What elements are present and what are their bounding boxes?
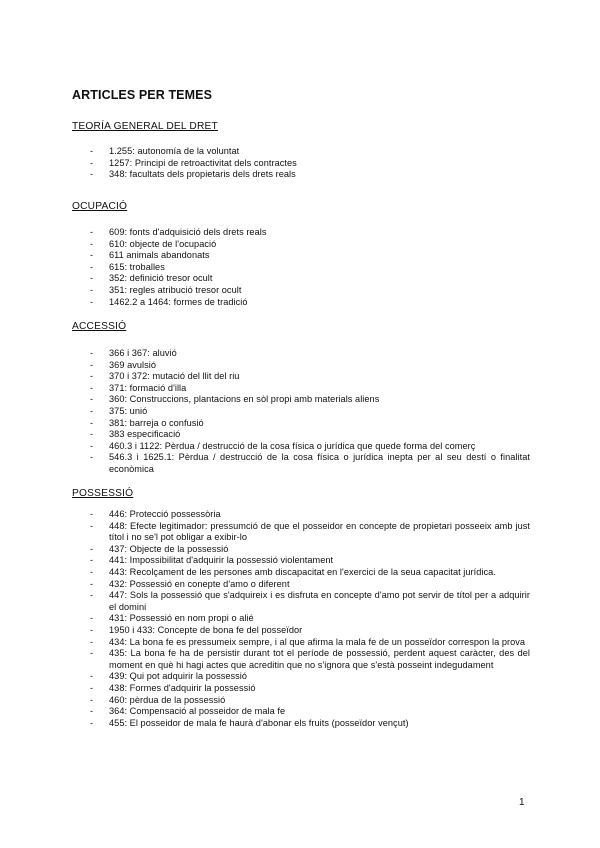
bullet-dash: - [90, 273, 94, 284]
list-item [72, 383, 530, 395]
list-item-text: 1462.2 a 1464: formes de tradició [109, 296, 248, 307]
list-item-text: 348: facultats dels propietaris dels drets reals [109, 169, 296, 180]
list-item-text: 351: regles atribució tresor ocult [109, 284, 242, 295]
bullet-dash: - [90, 157, 94, 168]
list-item [72, 718, 530, 730]
list-item [72, 555, 530, 567]
list-item-text: 460: pèrdua de la possessió [109, 694, 226, 705]
bullet-dash: - [90, 694, 94, 705]
list-item [72, 250, 530, 262]
bullet-dash: - [90, 520, 94, 531]
list-item-text: 366 i 367: aluvió [109, 348, 177, 358]
list-item-text: 381: barreja o confusió [109, 417, 204, 428]
section-heading-possessio: POSSESSIÓ [72, 488, 134, 499]
list-item [72, 509, 530, 521]
list-item [72, 406, 530, 418]
list-item-text: 369 avulsió [109, 359, 157, 370]
list-item-text: 441: Impossibilitat d'adquirir la possessió violentament [109, 555, 334, 566]
list-item [72, 158, 530, 170]
list-item-text: 443: Recolçament de les persones amb discapacitat en l'exercici de la seua capacitat jurídica. [109, 566, 496, 577]
list-item-text: 439: Qui pot adquirir la possessió [109, 671, 248, 682]
list-item-text: 383 especificació [109, 429, 181, 440]
list-item [72, 297, 530, 309]
bullet-dash: - [90, 371, 94, 382]
list-item-text: 364: Compensació al posseidor de mala fe [109, 706, 286, 717]
bullet-dash: - [90, 359, 94, 370]
list-item-text: 448: Efecte legitimador: pressumció de que el posseidor en concepte de propietari posseeix amb just títol i no se'l pot obligar a exibir-lo [109, 520, 530, 543]
list-item [72, 360, 530, 372]
bullet-dash: - [90, 578, 94, 589]
list-item [72, 429, 530, 441]
list-item [72, 579, 530, 591]
section-heading-ocupacio: OCUPACIÓ [72, 201, 128, 212]
page-title: ARTICLES PER TEMES [72, 88, 213, 102]
bullet-dash: - [90, 440, 94, 451]
bullet-dash: - [90, 648, 94, 659]
list-item-text: 1.255: autonomía de la voluntat [109, 146, 240, 156]
list-item [72, 394, 530, 406]
list-item [72, 452, 530, 475]
list-item-text: 432: Possessió en conepte d'amo o diferent [109, 578, 290, 589]
list-item [72, 239, 530, 251]
list-item [72, 567, 530, 579]
list-item [72, 683, 530, 695]
list-item-text: 438: Formes d'adquirir la possessió [109, 682, 256, 693]
bullet-dash: - [90, 452, 94, 463]
bullet-dash: - [90, 682, 94, 693]
bullet-dash: - [90, 238, 94, 249]
bullet-dash: - [90, 671, 94, 682]
section-list-ocupacio [72, 227, 530, 308]
bullet-dash: - [90, 146, 94, 156]
list-item [72, 169, 530, 181]
list-item [72, 418, 530, 430]
section-heading-teoria-general: TEORÍA GENERAL DEL DRET [72, 121, 218, 132]
bullet-dash: - [90, 261, 94, 272]
list-item-text: 610: objecte de l'ocupació [109, 238, 217, 249]
bullet-dash: - [90, 613, 94, 624]
list-item-text: 437: Objecte de la possessió [109, 543, 229, 554]
list-item-text: 1950 i 433: Concepte de bona fe del posseïdor [109, 624, 303, 635]
list-item-text: 360: Construccions, plantacions en sòl propi amb materials aliens [109, 394, 380, 405]
list-item-text: 375: unió [109, 405, 148, 416]
section-list-teoria-general [72, 146, 530, 181]
bullet-dash: - [90, 636, 94, 647]
bullet-dash: - [90, 590, 94, 601]
list-item [72, 695, 530, 707]
list-item [72, 706, 530, 718]
bullet-dash: - [90, 429, 94, 440]
bullet-dash: - [90, 382, 94, 393]
list-item [72, 371, 530, 383]
list-item-text: 446: Protecció possessòria [109, 509, 221, 519]
bullet-dash: - [90, 394, 94, 405]
list-item-text: 431: Possessió en nom propi o alié [109, 613, 254, 624]
list-item-text: 611 animals abandonats [109, 250, 210, 261]
section-heading-accessio: ACCESSIÓ [72, 321, 127, 332]
list-item [72, 625, 530, 637]
list-item-text: 370 i 372: mutació del llit del riu [109, 371, 240, 382]
bullet-dash: - [90, 169, 94, 180]
list-item [72, 285, 530, 297]
list-item [72, 521, 530, 544]
list-item [72, 637, 530, 649]
list-item [72, 671, 530, 683]
bullet-dash: - [90, 624, 94, 635]
list-item [72, 648, 530, 671]
list-item-text: 460.3 i 1122: Pèrdua / destrucció de la cosa física o jurídica que quede forma del comerç [109, 440, 476, 451]
list-item-text: 546.3 i 1625.1: Pèrdua / destrucció de la cosa física o jurídica inepta per al seu destí o finalitat econòmica [109, 452, 530, 474]
list-item [72, 273, 530, 285]
section-list-possessio [72, 509, 530, 729]
list-item-text: 352: definició tresor ocult [109, 273, 213, 284]
bullet-dash: - [90, 405, 94, 416]
list-item [72, 613, 530, 625]
list-item [72, 227, 530, 239]
bullet-dash: - [90, 509, 94, 519]
section-list-accessio [72, 348, 530, 476]
list-item [72, 590, 530, 613]
list-item-text: 435: La bona fe ha de persistir durant tot el període de possessió, perdent aquest caràcter, des del moment en què hi hagi actes que acreditin que no s'ignora que s'està posseint indegudament [109, 648, 530, 670]
list-item-text: 609: fonts d'adquisició dels drets reals [109, 227, 267, 237]
list-item [72, 348, 530, 360]
list-item-text: 371: formació d'illa [109, 382, 187, 393]
bullet-dash: - [90, 543, 94, 554]
list-item [72, 146, 530, 158]
bullet-dash: - [90, 706, 94, 717]
bullet-dash: - [90, 566, 94, 577]
bullet-dash: - [90, 417, 94, 428]
bullet-dash: - [90, 250, 94, 261]
list-item [72, 262, 530, 274]
bullet-dash: - [90, 555, 94, 566]
list-item-text: 447: Sols la possessió que s'adquireix i es disfruta en concepte d'amo pot servir de títol per a adquirir el domini [109, 590, 530, 612]
list-item-text: 615: troballes [109, 261, 165, 272]
list-item-text: 1257: Principi de retroactivitat dels contractes [109, 157, 297, 168]
bullet-dash: - [90, 296, 94, 307]
bullet-dash: - [90, 348, 94, 358]
list-item [72, 544, 530, 556]
bullet-dash: - [90, 717, 94, 728]
bullet-dash: - [90, 284, 94, 295]
page-number: 1 [519, 797, 525, 808]
bullet-dash: - [90, 227, 94, 237]
list-item [72, 441, 530, 453]
list-item-text: 434: La bona fe es pressumeix sempre, i al que afirma la mala fe de un posseïdor correspon la prova [109, 636, 526, 647]
list-item-text: 455: El posseidor de mala fe haurà d'abonar els fruits (posseïdor vençut) [109, 717, 409, 728]
